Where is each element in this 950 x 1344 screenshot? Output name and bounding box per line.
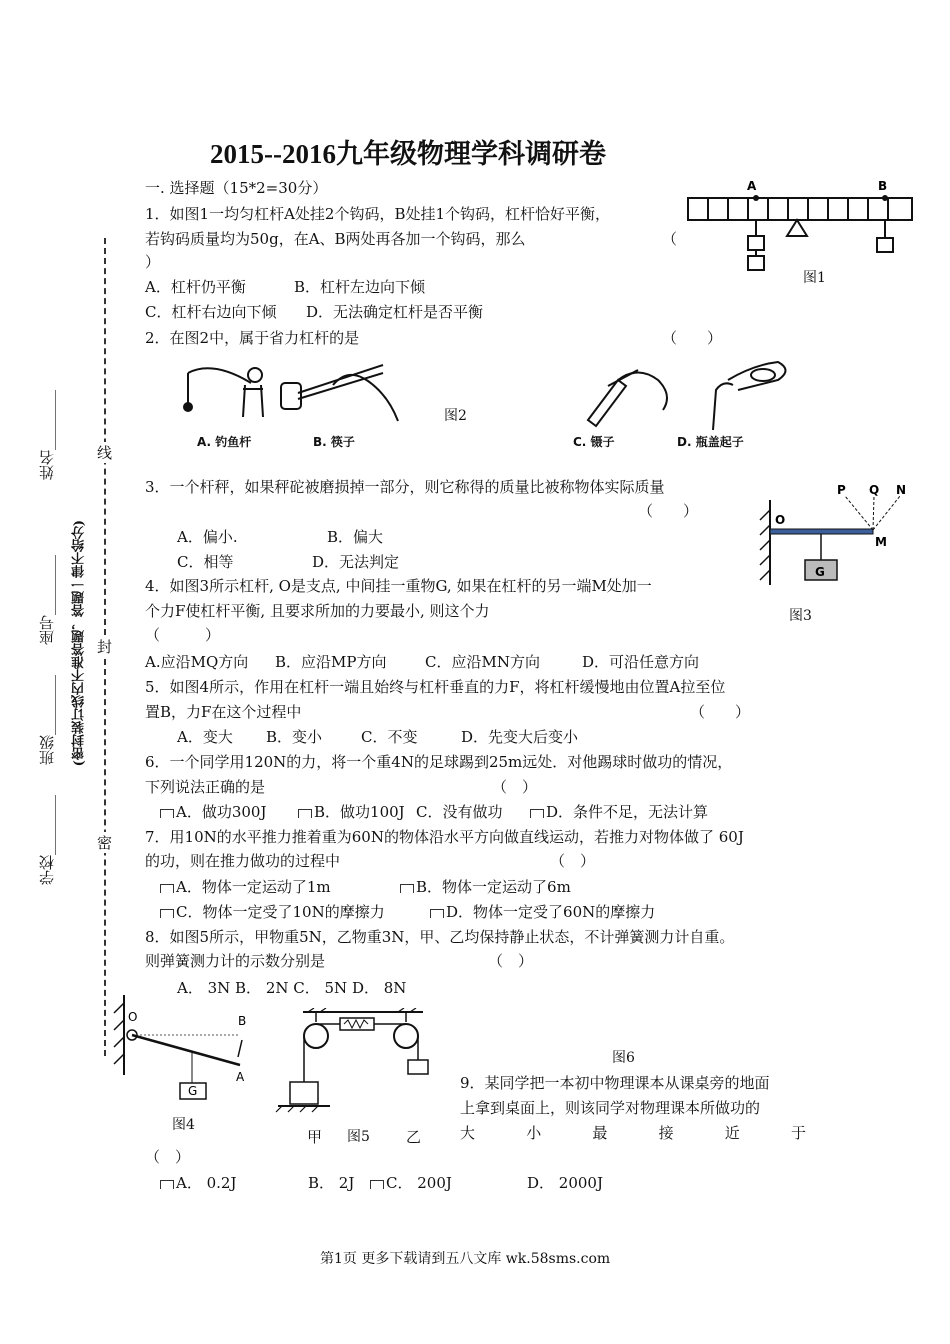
q1-option-a: A．杠杆仍平衡 [145,278,246,296]
q7-option-a [160,876,331,897]
q8-options: A． 3N B． 2N C． 5N D． 8N [177,979,407,997]
q6-option-c: C．没有做功 [416,803,503,821]
answer-mark-icon [530,809,544,818]
weight-jia [290,1082,318,1104]
q6-option-b-text: B．做功100J [314,803,405,821]
answer-mark-icon [430,909,444,918]
q4-paren: （ ） [145,626,221,644]
tweezers-drawing [588,370,667,426]
q4-option-d: D．可沿任意方向 [582,653,700,671]
figure-2-caption: 图2 [444,408,467,424]
fig3-label-o: O [775,513,786,527]
q2-line1: 2．在图2中，属于省力杠杆的是 [145,329,360,347]
page-title: 2015--2016九年级物理学科调研卷 [210,139,606,169]
q9-line1: 9．某同学把一本初中物理课本从课桌旁的地面 [460,1074,770,1092]
q9-paren: （ ） [145,1148,191,1166]
section-heading: 一. 选择题（15*2=30分） [145,179,328,197]
q6-line1: 6．一个同学用120N的力，将一个重4N的足球踢到25m远处．对他踢球时做功的情况， [145,753,733,771]
figure-2-right-tools [578,350,798,430]
q8-line1: 8．如图5所示，甲物重5N，乙物重3N，甲、乙均保持静止状态，不计弹簧测力计自重。 [145,928,735,946]
fig5-label-yi: 乙 [406,1128,422,1146]
fig2-label-c: C. 镊子 [573,435,615,449]
q6-option-a [160,801,266,822]
q4-line2: 个力F使杠杆平衡, 且要求所加的力要最小, 则这个力 [145,602,490,620]
fig4-label-o: O [128,1010,138,1024]
q8-line2: 则弹簧测力计的示数分别是 [145,952,326,970]
answer-mark-icon [160,809,174,818]
q3-option-c: C．相等 [177,553,234,571]
q6-option-d-text: D．条件不足，无法计算 [546,803,709,821]
q3-option-a: A．偏小. [177,528,238,546]
q9-char: 于 [790,1124,806,1142]
q9-option-c [370,1172,452,1193]
fig2-label-a: A. 钓鱼杆 [197,435,252,449]
figure-6-caption: 图6 [612,1050,635,1066]
answer-mark-icon [160,909,174,918]
weight-yi [408,1060,428,1074]
fig4-label-a: A [236,1070,245,1084]
figure-1-lever [685,176,915,286]
answer-mark-icon [160,1180,174,1189]
school-field: 学校________ [38,795,56,885]
q3-paren: （ ） [638,502,699,520]
fig3-label-m: M [875,535,887,549]
figure-1-caption: 图1 [803,270,826,286]
figure-4-caption: 图4 [172,1117,195,1133]
q6-line2: 下列说法正确的是 [145,778,266,796]
figure-2-left-tools [183,355,413,425]
q6-paren: （ ） [492,778,538,796]
q5-option-a: A．变大 [177,728,233,746]
q7-line2: 的功，则在推力做功的过程中 [145,852,341,870]
q5-option-c: C．不变 [361,728,418,746]
q7-line1: 7．用10N的水平推力推着重为60N的物体沿水平方向做直线运动，若推力对物体做了 60J [145,828,744,846]
seat-field: 座号________ [38,555,56,645]
q7-option-b-text: B．物体一定运动了6m [416,878,571,896]
q7-option-b [400,876,571,897]
q1-option-b: B．杠杆左边向下倾 [294,278,426,296]
fig3-label-q: Q [869,483,880,497]
q4-option-b: B．应沿MP方向 [275,653,387,671]
q5-option-d: D．先变大后变小 [461,728,579,746]
q4-line1: 4．如图3所示杠杆, O是支点, 中间挂一重物G, 如果在杠杆的另一端M处加一 [145,577,652,595]
chopsticks-drawing [281,365,398,421]
figure-5-caption: 图5 [347,1129,370,1145]
q7-paren: （ ） [550,852,596,870]
q4-option-c: C．应沿MN方向 [425,653,540,671]
q3-option-d: D．无法判定 [312,553,400,571]
q1-option-c: C．杠杆右边向下倾 [145,303,277,321]
lever-bar [688,198,912,220]
figure-3-lever [755,480,925,590]
q5-line1: 5．如图4所示，作用在杠杆一端且始终与杠杆垂直的力F，将杠杆缓慢地由位置A拉至位 [145,678,726,696]
q5-option-b: B．变小 [266,728,323,746]
spring-scale [340,1018,374,1030]
q9-line2: 上拿到桌面上，则该同学对物理课本所做功的 [460,1099,761,1117]
q7-option-d [430,901,655,922]
name-field: 姓名________ [38,390,56,480]
answer-mark-icon [400,884,414,893]
fig3-label-g: G [815,565,825,579]
lever-rod [770,529,873,534]
q9-char: 大 [460,1124,476,1142]
hook-weights-a [748,220,893,270]
q5-paren: （ ） [690,703,751,721]
q5-line2: 置B，力F在这个过程中 [145,703,302,721]
answer-mark-icon [370,1180,384,1189]
q7-option-c-text: C．物体一定受了10N的摩擦力 [176,903,385,921]
page-footer: 第1页 更多下载请到五八文库 wk.58sms.com [320,1251,611,1267]
q9-char: 接 [658,1124,674,1142]
fig3-label-n: N [896,483,907,497]
q4-option-a: A.应沿MQ方向 [145,653,249,671]
q3-option-b: B．偏大 [327,528,384,546]
binding-note: (密封装订线内不准答题，答题一律不给分) [72,520,87,767]
q3-line1: 3．一个杆秤，如果秤砣被磨损掉一部分，则它称得的质量比被称物体实际质量 [145,478,665,496]
right-pulley [394,1024,418,1048]
answer-mark-icon [298,809,312,818]
wall-hatch [760,510,770,580]
binding-mark-feng: 封 [97,638,113,656]
wall-hatch [114,1003,124,1064]
q7-option-a-text: A．物体一定运动了1m [176,878,331,896]
class-field: 班级________ [38,675,56,765]
binding-mark-xian: 线 [97,444,113,462]
q8-paren: （ ） [488,952,534,970]
fig1-label-b: B [878,179,888,193]
fig4-label-g: G [188,1084,198,1098]
left-pulley [304,1024,328,1048]
q7-option-d-text: D．物体一定受了60N的摩擦力 [446,903,656,921]
q1-option-d: D．无法确定杠杆是否平衡 [306,303,484,321]
answer-mark-icon [160,884,174,893]
q1-line2: 若钩码质量均为50g，在A、B两处再各加一个钩码，那么 [145,230,526,248]
q7-option-c [160,901,385,922]
q1-paren-close: ） [145,253,161,271]
fig3-label-p: P [837,483,846,497]
q9-char: 最 [592,1124,608,1142]
fig5-label-jia: 甲 [307,1128,323,1146]
q6-option-d [530,801,708,822]
fig4-label-b: B [238,1014,247,1028]
fig2-label-b: B. 筷子 [313,435,355,449]
fig1-label-a: A [747,179,757,193]
fig2-label-d: D. 瓶盖起子 [677,435,744,449]
q1-paren-open: （ [662,230,678,248]
figure-3-caption: 图3 [789,608,812,624]
q9-option-d: D． 2000J [527,1174,603,1192]
figure-4-lever [112,995,252,1100]
q2-paren: （ ） [662,329,723,347]
fishing-rod-drawing [184,368,263,417]
q6-option-b [298,801,405,822]
q9-option-a-text: A． 0.2J [176,1174,237,1192]
q9-option-c-text: C． 200J [386,1174,452,1192]
q9-option-b: B． 2J [308,1174,355,1192]
q9-char: 小 [526,1124,542,1142]
q9-line3 [460,1122,806,1143]
bottle-opener-drawing [713,362,786,430]
q9-option-a [160,1172,236,1193]
binding-mark-mi: 密 [97,834,113,852]
q1-line1: 1．如图1一均匀杠杆A处挂2个钩码，B处挂1个钩码，杠杆恰好平衡， [145,205,611,223]
figure-5-pulleys [268,1008,438,1120]
q6-option-a-text: A．做功300J [176,803,267,821]
fulcrum-triangle [787,220,807,236]
q9-char: 近 [724,1124,740,1142]
